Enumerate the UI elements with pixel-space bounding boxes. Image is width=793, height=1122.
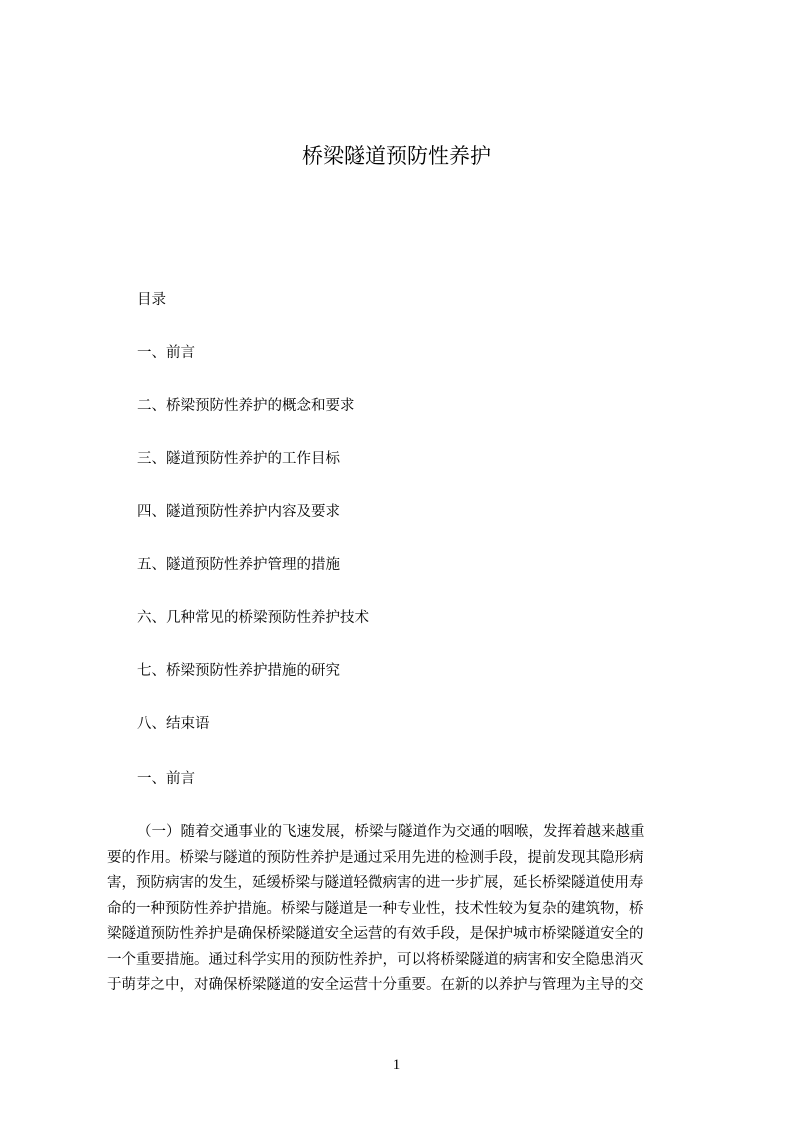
body-line: 要的作用。桥梁与隧道的预防性养护是通过采用先进的检测手段，提前发现其隐形病 bbox=[107, 849, 644, 866]
toc-item-5: 五、隧道预防性养护管理的措施 bbox=[137, 557, 340, 573]
body-paragraph bbox=[107, 820, 699, 999]
toc-item-3: 三、隧道预防性养护的工作目标 bbox=[137, 451, 340, 467]
table-of-contents bbox=[137, 288, 369, 765]
body-line: 梁隧道预防性养护是确保桥梁隧道安全运营的有效手段，是保护城市桥梁隧道安全的 bbox=[107, 926, 644, 942]
toc-item-6: 六、几种常见的桥梁预防性养护技术 bbox=[137, 610, 369, 626]
page-number: 1 bbox=[392, 1057, 401, 1073]
body-line: 于萌芽之中，对确保桥梁隧道的安全运营十分重要。在新的以养护与管理为主导的交 bbox=[107, 977, 644, 993]
page-title: 桥梁隧道预防性养护 bbox=[302, 144, 491, 168]
body-line: 一个重要措施。通过科学实用的预防性养护，可以将桥梁隧道的病害和安全隐患消灭 bbox=[107, 951, 644, 968]
toc-item-1: 一、前言 bbox=[137, 345, 195, 361]
body-line: （一）随着交通事业的飞速发展，桥梁与隧道作为交通的咽喉，发挥着越来越重 bbox=[137, 824, 645, 840]
toc-item-7: 七、桥梁预防性养护措施的研究 bbox=[137, 663, 340, 679]
toc-item-8: 八、结束语 bbox=[137, 716, 210, 732]
section-heading-preface: 一、前言 bbox=[137, 771, 195, 787]
toc-item-2: 二、桥梁预防性养护的概念和要求 bbox=[137, 398, 355, 414]
toc-heading: 目录 bbox=[137, 292, 166, 308]
toc-item-4: 四、隧道预防性养护内容及要求 bbox=[137, 504, 340, 520]
body-line: 害，预防病害的发生，延缓桥梁与隧道轻微病害的进一步扩展，延长桥梁隧道使用寿 bbox=[107, 875, 644, 891]
body-line: 命的一种预防性养护措施。桥梁与隧道是一种专业性，技术性较为复杂的建筑物，桥 bbox=[107, 900, 644, 917]
